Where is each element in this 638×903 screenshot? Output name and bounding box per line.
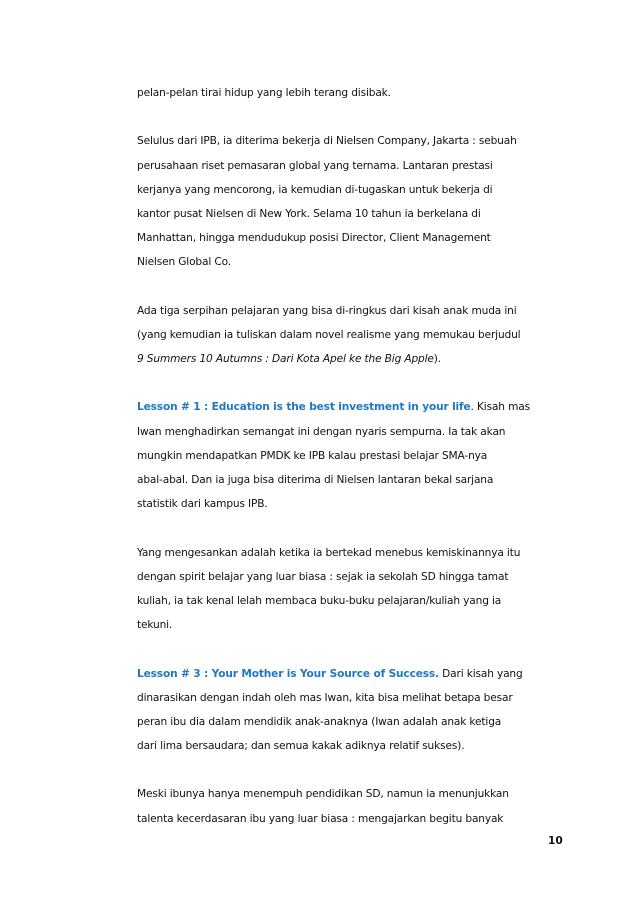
paragraph-line: Manhattan, hingga mendudukup posisi Director, Client Management [137, 232, 491, 245]
paragraph-line: Iwan menghadirkan semangat ini dengan nyaris sempurna. Ia tak akan [137, 425, 506, 438]
book-title-line [137, 347, 537, 371]
lesson-1-title: Lesson # 1 : Education is the best investment in your life [137, 401, 471, 414]
paragraph-line: (yang kemudian ia tuliskan dalam novel realisme yang memukau berjudul [137, 328, 521, 341]
paragraph-line: Nielsen Global Co. [137, 256, 231, 269]
paragraph-line: Ada tiga serpihan pelajaran yang bisa di-ringkus dari kisah anak muda ini [137, 304, 517, 317]
paragraph-line: pelan-pelan tirai hidup yang lebih terang disibak. [137, 87, 391, 99]
body-text [137, 81, 537, 831]
blank-line [137, 758, 537, 782]
blank-line [137, 371, 537, 395]
lesson-1-rest: . Kisah mas [470, 401, 530, 414]
paragraph-line: abal-abal. Dan ia juga bisa diterima di Nielsen lantaran bekal sarjana [137, 474, 494, 486]
paragraph-line: statistik dari kampus IPB. [137, 498, 268, 511]
lesson-1-line [137, 395, 537, 419]
lesson-3-line [137, 662, 537, 686]
paragraph-line: Yang mengesankan adalah ketika ia bertekad menebus kemiskinannya itu [137, 546, 521, 559]
blank-line [137, 105, 537, 129]
paragraph-line: kantor pusat Nielsen di New York. Selama 10 tahun ia berkelana di [137, 207, 481, 220]
paragraph-line: dengan spirit belajar yang luar biasa : sejak ia sekolah SD hingga tamat [137, 570, 509, 583]
paragraph-line: Meski ibunya hanya menempuh pendidikan SD, namun ia menunjukkan [137, 788, 509, 801]
paragraph-line: dari lima bersaudara; dan semua kakak adiknya relatif sukses). [137, 740, 465, 753]
blank-line [137, 637, 537, 661]
book-title-suffix: ). [433, 353, 441, 366]
lesson-3-rest: Dari kisah yang [438, 667, 523, 680]
paragraph-line: tekuni. [137, 619, 173, 632]
paragraph-line: talenta kecerdasaran ibu yang luar biasa : mengajarkan begitu banyak [137, 812, 504, 825]
lesson-3-title: Lesson # 3 : Your Mother is Your Source of Success. [137, 667, 439, 680]
paragraph-line: perusahaan riset pemasaran global yang ternama. Lantaran prestasi [137, 159, 493, 172]
page-number: 10 [548, 835, 563, 847]
blank-line [137, 275, 537, 299]
blank-line [137, 516, 537, 540]
paragraph-line: Selulus dari IPB, ia diterima bekerja di Nielsen Company, Jakarta : sebuah [137, 135, 517, 148]
paragraph-line: peran ibu dia dalam mendidik anak-anaknya (Iwan adalah anak ketiga [137, 715, 502, 728]
book-title: 9 Summers 10 Autumns : Dari Kota Apel ke the Big Apple [137, 353, 434, 366]
paragraph-line: dinarasikan dengan indah oleh mas Iwan, kita bisa melihat betapa besar [137, 691, 513, 704]
paragraph-line: mungkin mendapatkan PMDK ke IPB kalau prestasi belajar SMA-nya [137, 449, 488, 462]
paragraph-line: kuliah, ia tak kenal lelah membaca buku-buku pelajaran/kuliah yang ia [137, 594, 502, 607]
paragraph-line: kerjanya yang mencorong, ia kemudian di-tugaskan untuk bekerja di [137, 183, 493, 196]
